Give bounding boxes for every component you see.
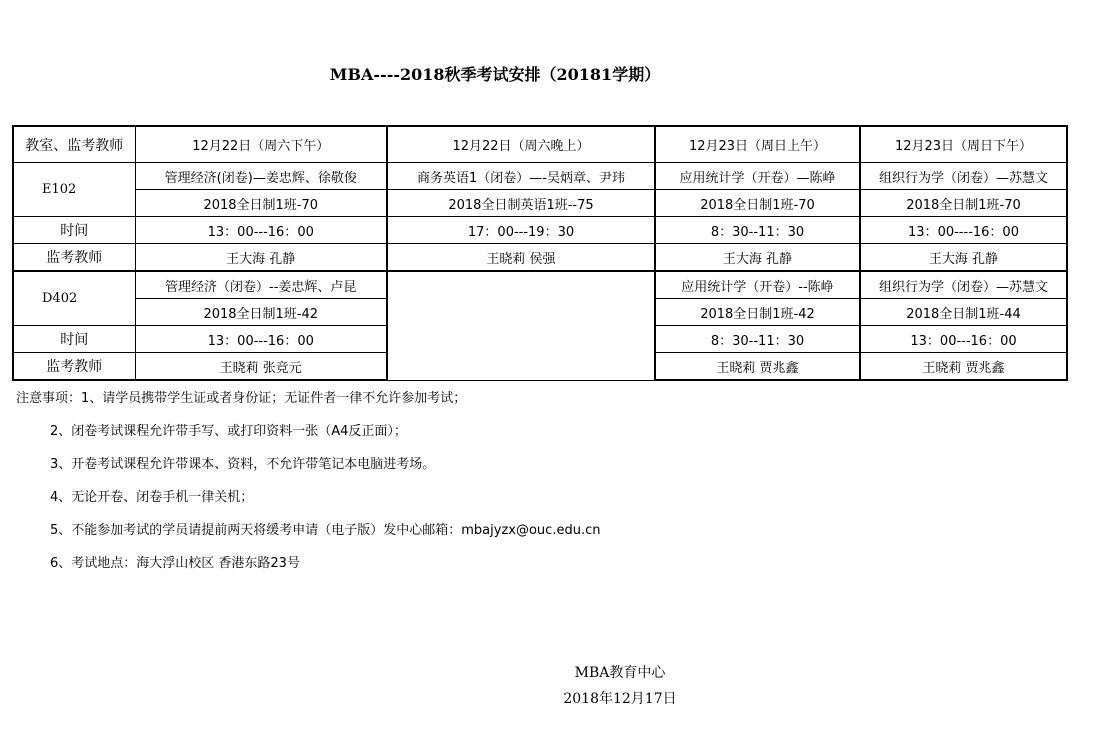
column-header: 12月22日（周六下午） <box>135 126 387 163</box>
course-cell: 应用统计学（开卷）--陈峥 <box>655 271 860 299</box>
proctor-cell: 王大海 孔静 <box>135 244 387 272</box>
exam-schedule-table <box>12 125 1068 381</box>
time-label: 时间 <box>13 326 135 353</box>
class-cell: 2018全日制英语1班--75 <box>387 190 655 217</box>
column-header: 12月23日（周日上午） <box>655 126 860 163</box>
table-row <box>13 217 1067 244</box>
notes-section <box>16 388 600 586</box>
time-cell: 17：00---19：30 <box>387 217 655 244</box>
proctor-label: 监考教师 <box>13 353 135 381</box>
column-header: 12月22日（周六晚上） <box>387 126 655 163</box>
course-cell: 管理经济（闭卷）--姜忠辉、卢昆 <box>135 271 387 299</box>
note-item: 注意事项：1、请学员携带学生证或者身份证；无证件者一律不允许参加考试； <box>16 391 467 406</box>
course-cell: 商务英语1（闭卷）—-吴炳章、尹玮 <box>387 163 655 190</box>
class-cell: 2018全日制1班-42 <box>135 299 387 326</box>
proctor-cell: 王大海 孔静 <box>860 244 1067 272</box>
time-cell: 13：00---16：00 <box>860 326 1067 353</box>
class-cell: 2018全日制1班-70 <box>860 190 1067 217</box>
class-cell: 2018全日制1班-70 <box>655 190 860 217</box>
time-label: 时间 <box>13 217 135 244</box>
room-cell: E102 <box>13 163 135 217</box>
proctor-cell: 王晓莉 贾兆鑫 <box>655 353 860 381</box>
footer-date: 2018年12月17日 <box>563 691 677 707</box>
table-row <box>13 163 1067 190</box>
note-item: 5、不能参加考试的学员请提前两天将缓考申请（电子版）发中心邮箱：mbajyzx@ouc.edu.cn <box>50 523 601 538</box>
course-cell: 应用统计学（开卷）—陈峥 <box>655 163 860 190</box>
time-cell: 8：30--11：30 <box>655 326 860 353</box>
proctor-cell: 王晓莉 张竞元 <box>135 353 387 381</box>
proctor-label: 监考教师 <box>13 244 135 272</box>
course-cell: 组织行为学（闭卷）—苏慧文 <box>860 271 1067 299</box>
table-row <box>13 244 1067 272</box>
class-cell: 2018全日制1班-42 <box>655 299 860 326</box>
footer-org: MBA教育中心 <box>574 665 666 681</box>
time-cell: 13：00---16：00 <box>135 217 387 244</box>
note-item: 3、开卷考试课程允许带课本、资料，不允许带笔记本电脑进考场。 <box>50 457 436 472</box>
column-header: 12月23日（周日下午） <box>860 126 1067 163</box>
time-cell: 13：00----16：00 <box>860 217 1067 244</box>
table-row <box>13 271 1067 299</box>
proctor-cell: 王大海 孔静 <box>655 244 860 272</box>
note-item: 4、无论开卷、闭卷手机一律关机； <box>50 490 254 505</box>
document-title: MBA----2018秋季考试安排（20181学期） <box>329 65 661 84</box>
corner-header: 教室、监考教师 <box>13 126 135 163</box>
time-cell: 13：00---16：00 <box>135 326 387 353</box>
room-cell: D402 <box>13 271 135 326</box>
note-item: 2、闭卷考试课程允许带手写、或打印资料一张（A4反正面）； <box>50 424 407 439</box>
time-cell: 8：30--11：30 <box>655 217 860 244</box>
table-row <box>13 190 1067 217</box>
empty-cell <box>387 271 655 380</box>
class-cell: 2018全日制1班-44 <box>860 299 1067 326</box>
note-item: 6、考试地点：海大浮山校区 香港东路23号 <box>50 556 300 571</box>
class-cell: 2018全日制1班-70 <box>135 190 387 217</box>
header-row <box>13 126 1067 163</box>
proctor-cell: 王晓莉 侯强 <box>387 244 655 272</box>
course-cell: 组织行为学（闭卷）—苏慧文 <box>860 163 1067 190</box>
footer <box>540 660 700 712</box>
proctor-cell: 王晓莉 贾兆鑫 <box>860 353 1067 381</box>
course-cell: 管理经济(闭卷)—姜忠辉、徐敬俊 <box>135 163 387 190</box>
